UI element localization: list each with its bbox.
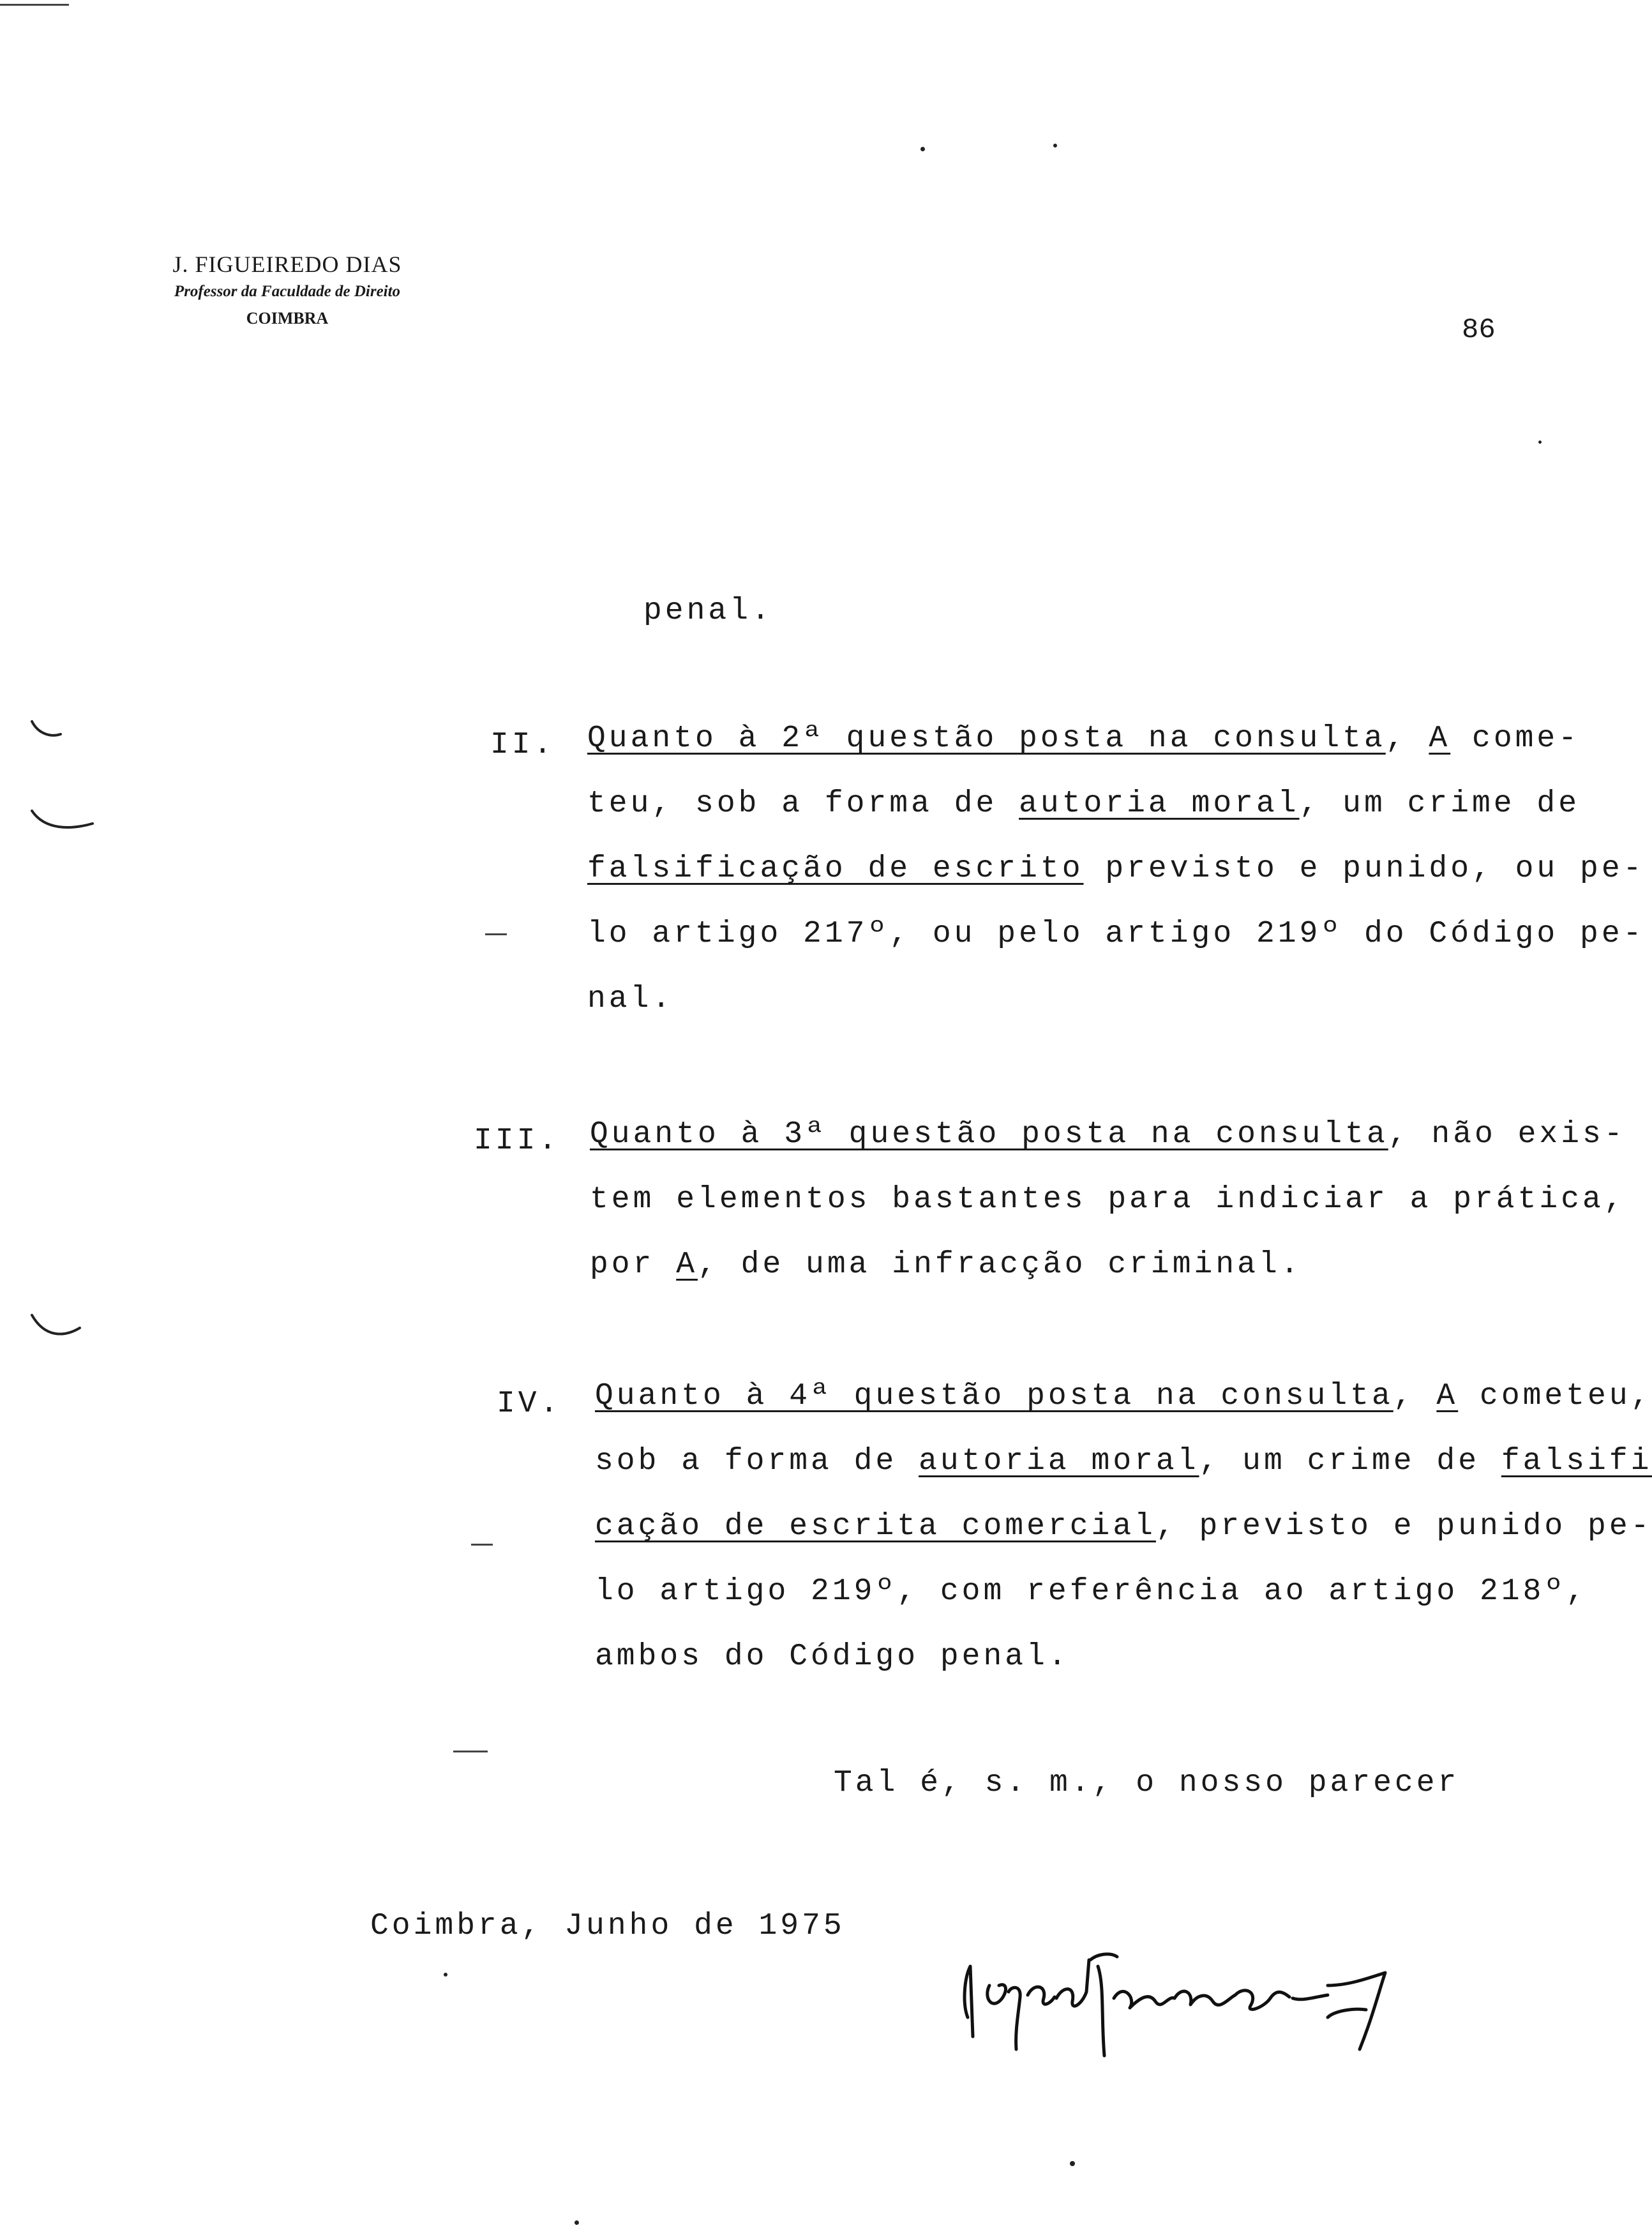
- underlined-a: A: [1436, 1379, 1459, 1413]
- underlined-phrase: Quanto à 2ª questão posta na consulta: [587, 721, 1386, 756]
- item-ii-line-1: [587, 721, 1580, 756]
- item-iii-line-1: [590, 1117, 1626, 1152]
- underlined-phrase: cação de escrita comercial: [595, 1509, 1156, 1544]
- underlined-phrase: falsificação de escrito: [587, 852, 1084, 886]
- text-run: , um crime de: [1299, 787, 1581, 821]
- item-ii-line-2: [587, 787, 1580, 821]
- item-ii-numeral: II.: [490, 728, 555, 762]
- underlined-a: A: [676, 1247, 698, 1282]
- scan-mark: [0, 4, 69, 6]
- letterhead-name: J. FIGUEIREDO DIAS: [172, 252, 402, 277]
- item-iv-line-2: [595, 1444, 1652, 1479]
- margin-dash: [485, 933, 507, 935]
- margin-dash: [471, 1544, 493, 1546]
- dust-speck: [574, 2220, 579, 2225]
- binding-marks: [19, 715, 115, 1481]
- item-ii-line-3: [587, 852, 1644, 886]
- text-run: por: [590, 1247, 677, 1282]
- item-iv-numeral: IV.: [497, 1387, 562, 1421]
- page-number: 86: [1462, 314, 1496, 346]
- letterhead-title: Professor da Faculdade de Direito: [174, 283, 401, 300]
- closing-line: Tal é, s. m., o nosso parecer: [834, 1766, 1460, 1800]
- dust-speck: [920, 147, 925, 151]
- dust-speck: [444, 1973, 447, 1977]
- signature-drawing: [945, 1922, 1430, 2088]
- text-run: , um crime de: [1199, 1444, 1501, 1479]
- dust-speck: [1053, 144, 1057, 147]
- item-iv-line-4: lo artigo 219º, com referência ao artigo 218º,: [595, 1574, 1588, 1609]
- item-iii-numeral: III.: [474, 1124, 560, 1158]
- dust-speck: [1070, 2161, 1075, 2166]
- text-run: , previsto e punido pe-: [1155, 1509, 1652, 1544]
- text-run: previsto e punido, ou pe-: [1083, 852, 1645, 886]
- item-ii-line-4: lo artigo 217º, ou pelo artigo 219º do Código pe-: [587, 917, 1645, 951]
- text-run: come-: [1450, 721, 1581, 756]
- text-run: sob a forma de: [595, 1444, 919, 1479]
- text-run: teu, sob a forma de: [587, 787, 1019, 821]
- item-iii-line-2: tem elementos bastantes para indiciar a prática,: [590, 1182, 1626, 1217]
- opening-text: penal.: [643, 594, 773, 628]
- underlined-phrase: Quanto à 3ª questão posta na consulta: [590, 1117, 1388, 1152]
- letterhead-city: COIMBRA: [246, 309, 329, 328]
- letterhead: [134, 249, 440, 333]
- text-run: cometeu,: [1458, 1379, 1652, 1413]
- dust-speck: [1538, 441, 1542, 444]
- underlined-phrase: Quanto à 4ª questão posta na consulta: [595, 1379, 1393, 1413]
- item-iv-line-5: ambos do Código penal.: [595, 1639, 1070, 1674]
- underlined-phrase: autoria moral: [1019, 787, 1300, 821]
- text-run: , de uma infracção criminal.: [698, 1247, 1302, 1282]
- text-run: ,: [1393, 1379, 1437, 1413]
- item-ii-line-5: nal.: [587, 982, 674, 1016]
- underlined-a: A: [1429, 721, 1451, 756]
- item-iv-line-3: [595, 1509, 1652, 1544]
- underlined-phrase: autoria moral: [919, 1444, 1199, 1479]
- text-run: ,: [1385, 721, 1429, 756]
- margin-dash: [453, 1751, 488, 1752]
- item-iv-line-1: [595, 1379, 1652, 1413]
- place-date: Coimbra, Junho de 1975: [370, 1909, 845, 1943]
- text-run: , não exis-: [1388, 1117, 1626, 1152]
- item-iii-line-3: [590, 1247, 1302, 1282]
- underlined-phrase: falsifi: [1501, 1444, 1652, 1479]
